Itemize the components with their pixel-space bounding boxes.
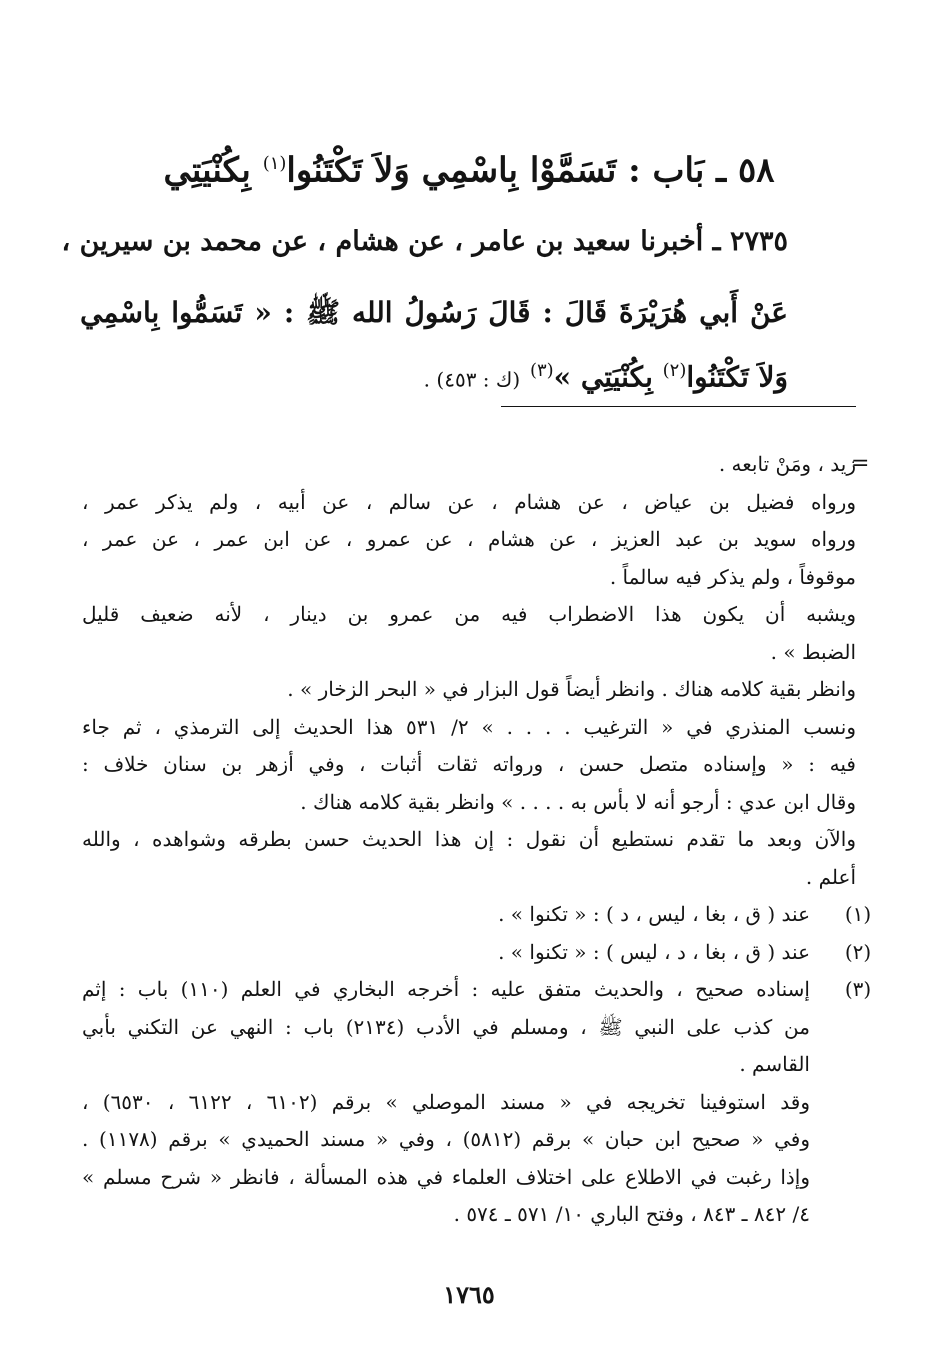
- page-number: ١٧٦٥: [443, 1280, 495, 1309]
- note-line: والآن وبعد ما تقدم نستطيع أن نقول : إن هذا الحديث حسن بطرقه وشواهده ، والله: [82, 827, 856, 851]
- hadith-chain: ٢٧٣٥ ـ أخبرنا سعيد بن عامر ، عن هشام ، عن محمد بن سيرين ،: [61, 226, 788, 257]
- footnote-ref-3: (٣): [529, 360, 554, 381]
- note-line: ويشبه أن يكون هذا الاضطراب فيه من عمرو بن دينار ، لأنه ضعيف قليل: [82, 602, 856, 626]
- note-line: الضبط » .: [770, 639, 856, 664]
- hadith-text-part1: عَنْ أَبي هُرَيْرَةَ قَالَ : قَالَ رَسُولُ الله ﷺ : « تَسَمُّوا بِاسْمِي وَلاَ تَكْتَنُوا: [80, 296, 788, 394]
- footnote-line: من كذب على النبي ﷺ ، ومسلم في الأدب (٢١٣٤) باب : النهي عن التكني بأبي: [82, 1014, 810, 1039]
- hadith-text-part2: بِكُنْيَتِي »: [553, 360, 653, 394]
- footnote-1: [82, 896, 872, 934]
- footnote-line: وقد استوفينا تخريجه في « مسند الموصلي » برقم (٦١٠٢ ، ٦١٢٢ ، ٦٥٣٠) ،: [82, 1089, 810, 1114]
- footnotes-area: [82, 446, 872, 1234]
- chapter-number: ٥٨: [737, 150, 775, 191]
- note-line: وقال ابن عدي : أرجو أنه لا بأس به . . . . » وانظر بقية كلامه هناك .: [300, 789, 856, 814]
- footnote-ref-1: (١): [262, 153, 287, 174]
- footnote-number: (٢): [844, 939, 872, 964]
- footnote-line: القاسم .: [739, 1052, 810, 1076]
- footnote-line: عند ( ق ، بغا ، د ، ليس ) : « تكنوا » .: [498, 939, 810, 964]
- chapter-title-end: بِكُنْيَتِي: [163, 150, 251, 191]
- hadith-reference: (ك : ٤٥٣) .: [423, 367, 521, 392]
- footnote-number: (١): [844, 902, 872, 926]
- chapter-title: [100, 140, 838, 194]
- note-line: ورواه سويد بن عبد العزيز ، عن هشام ، عن عمرو ، عن ابن عمر ، عن عمر ،: [82, 527, 856, 551]
- footnote-line: عند ( ق ، بغا ، ليس ، د ) : « تكنوا » .: [498, 902, 810, 926]
- note-line: أعلم .: [805, 864, 856, 889]
- footnote-divider: [501, 406, 856, 407]
- footnote-number: (٣): [844, 977, 872, 1001]
- footnote-3: [82, 971, 872, 1234]
- note-line: فيه : « وإسناده متصل حسن ، ورواته ثقات أثبات ، وفي أزهر بن سنان خلاف :: [82, 752, 856, 776]
- note-line: زيد ، ومَنْ تابعه .: [718, 452, 856, 476]
- continuation-mark: =: [851, 451, 870, 476]
- note-line: ورواه فضيل بن عياض ، عن هشام ، عن سالم ، عن أبيه ، ولم يذكر عمر ،: [82, 489, 856, 514]
- note-line: ونسب المنذري في « الترغيب . . . . » ٢/ ٥٣١ هذا الحديث إلى الترمذي ، ثم جاء: [82, 714, 856, 739]
- footnote-line: وفي « صحيح ابن حبان » برقم (٥٨١٢) ، وفي « مسند الحميدي » برقم (١١٧٨) .: [82, 1127, 810, 1151]
- footnote-line: ٤/ ٨٤٢ ـ ٨٤٣ ، وفتح الباري ١٠/ ٥٧١ ـ ٥٧٤ .: [453, 1202, 810, 1226]
- note-line: موقوفاً ، ولم يذكر فيه سالماً .: [609, 564, 856, 589]
- hadith-text: [80, 284, 788, 408]
- footnote-line: إسناده صحيح ، والحديث متفق عليه : أخرجه البخاري في العلم (١١٠) باب : إثم: [82, 977, 810, 1001]
- note-line: وانظر بقية كلامه هناك . وانظر أيضاً قول البزار في « البحر الزخار » .: [287, 677, 856, 701]
- chapter-title-main: ـ بَاب : تَسَمَّوْا بِاسْمِي وَلاَ تَكْتَنُوا: [286, 150, 727, 191]
- footnote-ref-2: (٢): [662, 360, 687, 381]
- footnote-2: [82, 934, 872, 972]
- footnote-line: وإذا رغبت في الاطلاع على اختلاف العلماء في هذه المسألة ، فانظر « شرح مسلم »: [82, 1164, 810, 1189]
